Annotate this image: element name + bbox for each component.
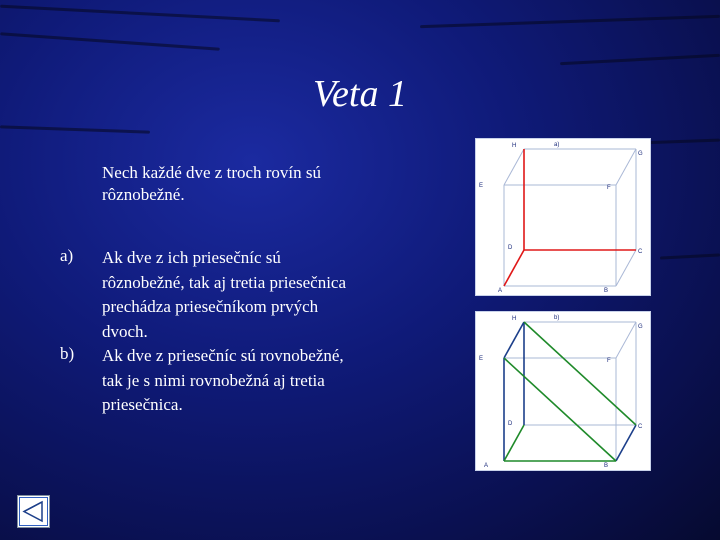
vertex-label: G xyxy=(638,151,643,157)
background-streak xyxy=(420,15,720,28)
item-text-a: Ak dve z ich priesečníc sú rôznobežné, tak aj tretia priesečnica prechádza priesečníkom prvých dvoch. xyxy=(102,248,347,341)
vertex-label: F xyxy=(607,358,611,364)
vertex-label: B xyxy=(604,463,609,469)
vertex-label: D xyxy=(508,421,513,427)
figure-a-cube xyxy=(475,138,651,296)
vertex-label: C xyxy=(638,424,643,430)
vertex-label: G xyxy=(638,324,643,330)
background-streak xyxy=(0,125,150,133)
vertex-label: H xyxy=(512,316,517,322)
vertex-label: A xyxy=(484,463,489,469)
vertex-label: C xyxy=(638,249,643,255)
slide-title: Veta 1 xyxy=(313,73,407,115)
vertex-label: F xyxy=(607,185,611,191)
vertex-label: H xyxy=(512,143,517,149)
background-streak xyxy=(640,139,720,145)
item-text-b: Ak dve z priesečníc sú rovnobežné, tak je s nimi rovnobežná aj tretia priesečnica. xyxy=(102,346,344,414)
vertex-label: A xyxy=(498,288,503,294)
vertex-label: E xyxy=(479,183,484,189)
intro-text: Nech každé dve z troch rovín sú rôznobežné. xyxy=(102,163,322,204)
back-arrow-icon xyxy=(19,497,48,526)
item-marker-a: a) xyxy=(60,246,74,265)
figure-b-drawing xyxy=(476,312,650,470)
figure-b-cube xyxy=(475,311,651,471)
figure-a-caption: a) xyxy=(554,142,560,148)
item-marker-b: b) xyxy=(60,344,75,363)
back-button[interactable] xyxy=(17,495,50,528)
background-streak xyxy=(660,253,720,259)
vertex-label: D xyxy=(508,245,513,251)
vertex-label: B xyxy=(604,288,609,294)
figure-b-caption: b) xyxy=(554,315,560,321)
background-streak xyxy=(560,54,720,65)
figure-a-drawing xyxy=(476,139,650,295)
background-streak xyxy=(0,32,220,50)
background-streak xyxy=(0,5,280,23)
vertex-label: E xyxy=(479,356,484,362)
